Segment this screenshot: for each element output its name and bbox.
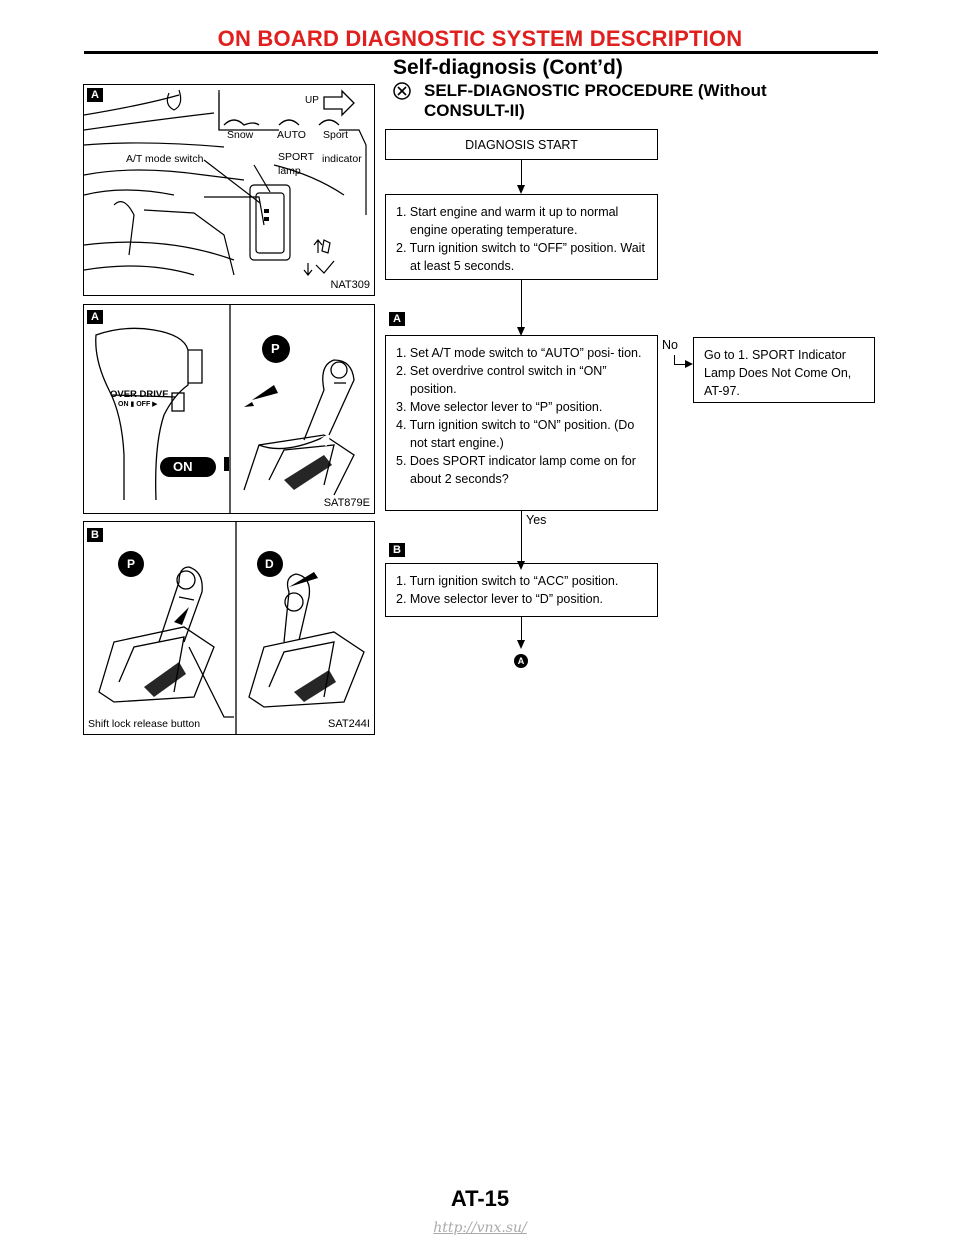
flow-step2-box [385,335,658,511]
flow-step2-item: 2. Set overdrive control switch in “ON” position. [396,364,607,396]
figure-tag: B [87,528,103,542]
label-on-badge: ON [173,459,193,474]
label-p-badge: P [271,341,280,356]
flow-start-text: DIAGNOSIS START [465,138,578,152]
figure-code: SAT879E [323,497,370,509]
flow-step1-item: 2. Turn ignition switch to “OFF” position. Wait at least 5 seconds. [396,241,645,273]
flow-step2-item: 4. Turn ignition switch to “ON” position. (Do not start engine.) [396,418,635,450]
flow-arrow [685,360,693,368]
flow-connector [521,617,522,641]
label-auto: AUTO [277,129,306,141]
flow-step3-item: 2. Move selector lever to “D” position. [396,592,604,606]
flow-start-box [385,129,658,160]
flow-connector [521,511,522,562]
label-p-badge: P [127,557,136,571]
section-subtitle: Self-diagnosis (Cont’d) [393,56,623,79]
header-divider [84,51,878,54]
flow-step2-item: 1. Set A/T mode switch to “AUTO” posi- tion. [396,346,642,360]
flow-yes-label: Yes [526,513,547,527]
flow-arrow [517,185,525,194]
flow-no-result-box [693,337,875,403]
procedure-title-line1: SELF-DIAGNOSTIC PROCEDURE (Without [424,81,767,100]
flow-step1-item: 1. Start engine and warm it up to normal engine operating temperature. [396,205,619,237]
section-header-title: ON BOARD DIAGNOSTIC SYSTEM DESCRIPTION [217,26,743,51]
label-indicator: indicator [322,153,362,165]
figure-code: NAT309 [330,279,370,291]
label-p-gate: P [151,655,165,673]
mode-switch-illustration [84,85,374,295]
flow-step3-item: 1. Turn ignition switch to “ACC” position. [396,574,619,588]
figure-mode-switch [83,84,375,296]
flow-connector [521,280,522,328]
flow-no-result-text: Go to 1. SPORT Indicator Lamp Does Not Come On, AT-97. [704,348,852,398]
label-sport-lamp-1: SPORT [278,151,314,163]
label-on-off: ON ▮ OFF ▶ [118,401,158,408]
figure-tag: A [87,88,103,102]
flow-tag-b: B [389,543,405,557]
label-mode-switch: A/T mode switch [126,153,204,165]
flow-arrow [517,640,525,649]
label-d-gate: D [307,665,322,683]
overdrive-illustration [84,305,374,513]
label-d-badge: D [265,557,274,571]
flow-connector [521,160,522,186]
flow-step2-item: 5. Does SPORT indicator lamp come on for about 2 seconds? [396,454,636,486]
flow-tag-a: A [389,312,405,326]
label-p-gate: P [318,431,334,450]
label-sport: Sport [323,129,349,141]
footer-url-link[interactable]: http://vnx.su/ [433,1220,527,1236]
label-snow: Snow [227,129,254,141]
label-up: UP [305,95,319,106]
shift-lock-illustration [84,522,374,734]
label-sport-lamp-2: lamp [278,165,301,177]
label-over-drive: OVER DRIVE [110,389,169,400]
procedure-icon [393,82,411,100]
flow-step1-box [385,194,658,280]
flow-step2-item: 3. Move selector lever to “P” position. [396,400,603,414]
page-number: AT-15 [450,1186,510,1211]
flow-no-label: No [662,338,678,352]
label-shift-lock: Shift lock release button [88,718,201,730]
figure-shift-lock [83,521,375,735]
figure-tag: A [87,310,103,324]
flow-connector-letter: A [517,656,525,666]
figure-overdrive-switch [83,304,375,514]
flow-step3-box [385,563,658,617]
procedure-title [424,81,767,121]
figure-code: SAT244I [328,718,370,730]
procedure-title-line2: CONSULT-II) [424,101,525,120]
flow-connector-circle [514,654,528,668]
